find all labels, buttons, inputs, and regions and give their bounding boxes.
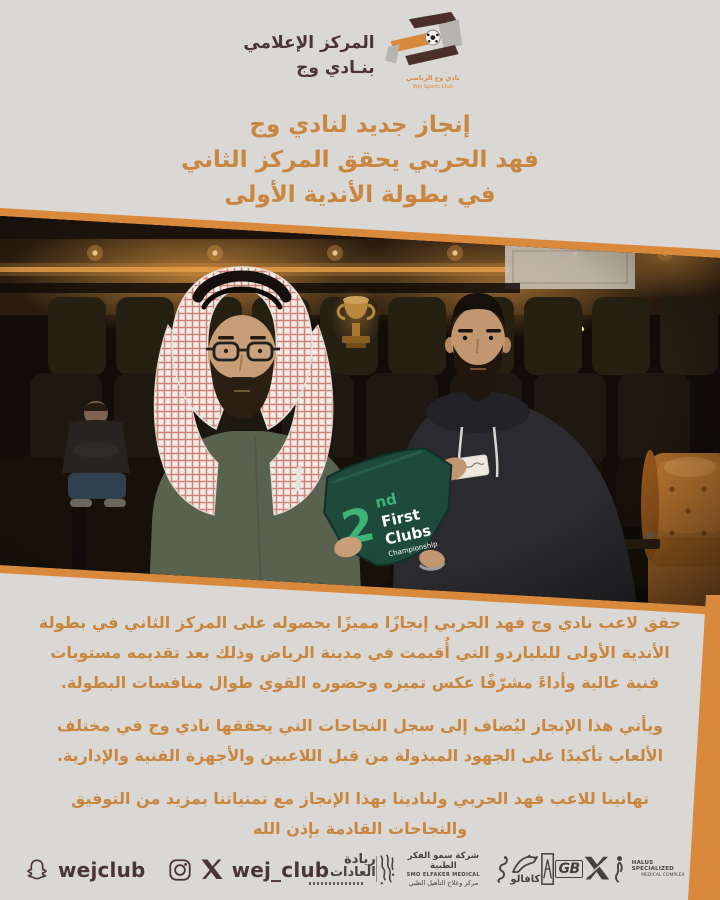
gbx-x-icon: [583, 855, 611, 883]
announcement-body: [34, 608, 686, 844]
x-twitter-icon: [200, 858, 224, 882]
sponsor-emblem-icon: [540, 851, 555, 887]
seahorse-icon: [495, 854, 510, 884]
body-paragraph-3: تهانينا للاعب فهد الحربي ولنادينا بهذا الإنجاز مع تمنياتنا بمزيد من التوفيق والنجاحات القادمة بإذن الله: [70, 789, 650, 838]
header: [0, 10, 720, 102]
sponsor-riyadat-label: ريادة العادات: [329, 852, 376, 880]
sponsor-cavallo-logo: [510, 854, 540, 885]
sponsor-riyadat-logo: [298, 853, 376, 885]
logo-club-name-ar: نادي وج الرياضي: [405, 73, 460, 82]
sponsor-smo-name-ar: شركة سمو الفكر الطبية: [407, 851, 480, 871]
body-paragraph-1: حقق لاعب نادي وج فهد الحربي إنجازًا مميزًا بحصوله على المركز الثاني في بطولة الأندية الأولى للبلياردو التي أُقيمت في مدينة الرياض وذلك بعد تقديمه مستويات فنية عالية وأداءً مشرّفًا عكس تميزه وحضوره القوي طوال منافسات البطولة.: [38, 613, 682, 692]
social-handles: [24, 850, 329, 890]
snapchat-icon: [24, 857, 50, 883]
instagram-icon: [168, 858, 192, 882]
title-line2: فهد الحربي يحقق المركز الثاني: [181, 147, 539, 173]
title-line3: في بطولة الأندية الأولى: [224, 182, 496, 208]
sponsor-gbx-label: GB: [555, 860, 582, 878]
body-paragraph-2: ويأتي هذا الإنجاز ليُضاف إلى سجل النجاحات التي يحققها نادي وج في مختلف الألعاب تأكيدًا على الجهود المبذولة من قبل اللاعبين والأجهزة الفنية والإدارية.: [56, 716, 664, 765]
sponsor-cavallo-label: كافالو: [510, 873, 541, 885]
logo-club-name-en: Wej Sports Club: [412, 84, 453, 91]
sponsor-logos: [298, 846, 694, 892]
media-center-title: [243, 31, 374, 81]
award-photo: [0, 205, 720, 615]
sponsor-gbx-logo: [555, 855, 610, 883]
sponsor-smo-logo: [396, 851, 511, 887]
sponsor-calligraphy-seal-icon: [377, 851, 396, 887]
horse-icon: [511, 854, 539, 874]
x-handle: wej_club: [231, 858, 330, 882]
media-center-line1: المركز الإعلامي: [243, 33, 375, 53]
photo-illustration: [0, 205, 720, 615]
announcement-title: [0, 108, 720, 213]
media-center-line2: بنـادي وج: [296, 58, 375, 78]
sponsor-smo-subtitle-ar: مركز وعلاج التأهيل الطبي: [408, 879, 479, 887]
sponsor-smo-name-en: SMO ELFAKER MEDICAL: [406, 872, 481, 878]
photo-frame: [0, 205, 720, 615]
sponsor-halus-logo: [611, 854, 694, 884]
sponsor-riyadat-subtext-bar: [309, 882, 365, 885]
wej-club-logo-icon: [385, 10, 477, 102]
sponsor-halus-line1: HALUS SPECIALIZED: [631, 860, 674, 872]
snapchat-handle: wejclub: [58, 858, 146, 882]
runner-figure-icon: [611, 854, 626, 884]
sponsor-halus-line2: MEDICAL COMPLEX: [641, 873, 685, 878]
title-line1: إنجاز جديد لنادي وج: [249, 112, 471, 138]
